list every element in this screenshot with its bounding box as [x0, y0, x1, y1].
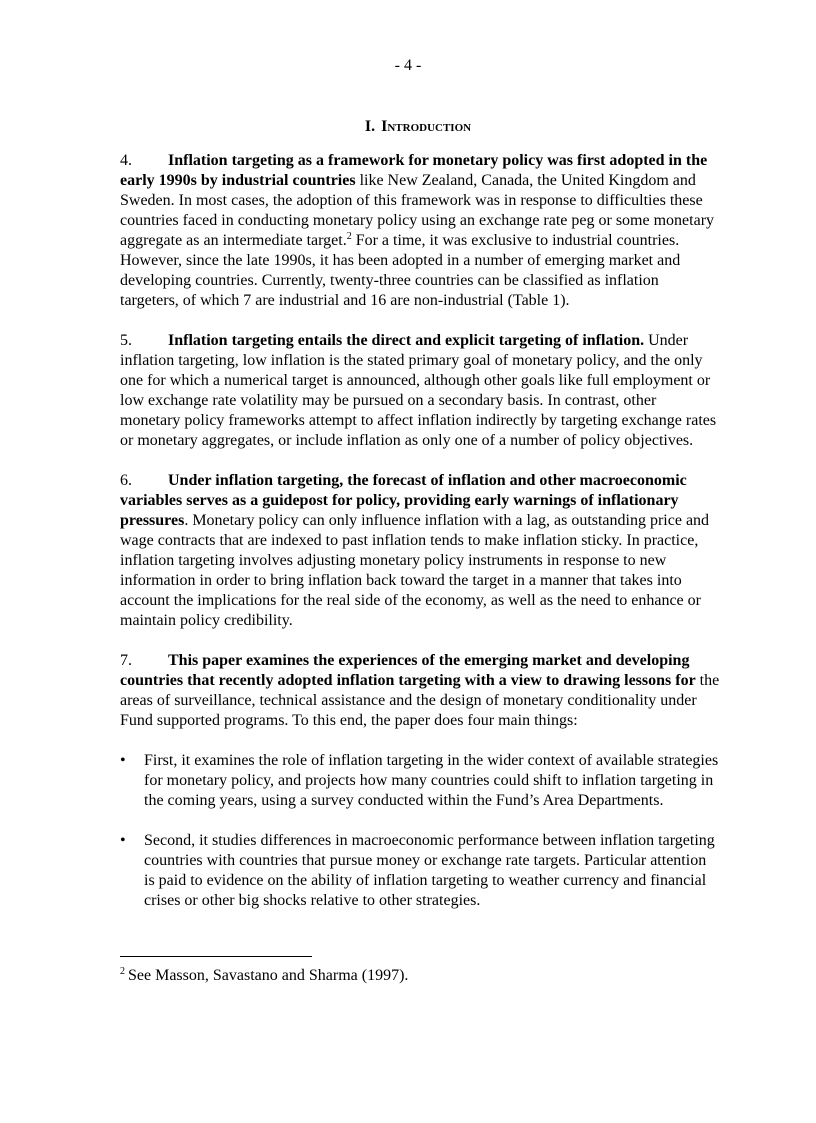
page-number: - 4 - [394, 57, 422, 74]
paragraph-text: Under inflation targeting, low inflation is the stated primary goal of monetary policy, and the only one for which a numerical target is announced, although other goals like full employment or low exchange rate volatility may be pursued on a secondary basis. In contrast, other monetary policy frameworks attempt to affect inflation indirectly by targeting exchange rates or monetary aggregates, or include inflation as only one of a number of policy objectives. [120, 332, 717, 449]
paragraph-number: 7. [120, 652, 132, 669]
paragraph-lead: Inflation targeting entails the direct and explicit targeting of inflation. [168, 332, 645, 349]
paragraph-text: . Monetary policy can only influence inflation with a lag, as outstanding price and wage contracts that are indexed to past inflation tends to make inflation sticky. In practice, inflation targeting involves adjusting monetary policy instruments in response to new information in order to bring inflation back toward the target in a manner that takes into account the implications for the real side of the economy, as well as the need to enhance or maintain policy credibility. [120, 512, 710, 629]
bullet-icon: • [120, 832, 126, 849]
footnote [120, 966, 720, 986]
paragraph-text: the areas of surveillance, technical assistance and the design of monetary conditionality under Fund supported programs. To this end, the paper does four main things: [120, 672, 720, 729]
paragraph-number: 4. [120, 152, 132, 169]
paragraph-lead: Inflation targeting as a framework for monetary policy was first adopted in the early 1990s by industrial countries [120, 152, 708, 189]
bullet-item [120, 751, 720, 811]
paragraph-7 [120, 651, 720, 731]
bullet-text: First, it examines the role of inflation targeting in the wider context of available strategies for monetary policy, and projects how many countries could shift to inflation targeting in the coming years, using a survey conducted within the Fund’s Area Departments. [144, 752, 719, 809]
paragraph-number: 5. [120, 332, 132, 349]
body-text [120, 151, 720, 931]
paragraph-lead: Under inflation targeting, the forecast of inflation and other macroeconomic variables serves as a guidepost for policy, providing early warnings of inflationary pressures [120, 472, 687, 529]
footnote-text: See Masson, Savastano and Sharma (1997). [128, 967, 409, 984]
section-title: Introduction [381, 118, 472, 135]
bullet-item [120, 831, 720, 911]
bullet-text: Second, it studies differences in macroeconomic performance between inflation targeting countries with countries that pursue money or exchange rate targets. Particular attention is paid to evidence on the ability of inflation targeting to weather currency and financial crises or other big shocks relative to other strategies. [144, 832, 715, 909]
paragraph-text: like New Zealand, Canada, the United Kingdom and Sweden. In most cases, the adoption of this framework was in response to difficulties these countries faced in conducting monetary policy using an exchange rate peg or some monetary aggregate as an intermediate target. [120, 172, 715, 249]
paragraph-4 [120, 151, 720, 311]
paragraph-6 [120, 471, 720, 631]
section-heading [0, 117, 816, 137]
footnote-reference[interactable]: 2 [346, 231, 352, 242]
paragraph-text-continued: For a time, it was exclusive to industrial countries. However, since the late 1990s, it has been adopted in a number of emerging market and developing countries. Currently, twenty-three countries can be classified as inflation targeters, of which 7 are industrial and 16 are non-industrial (Table 1). [120, 232, 681, 309]
paragraph-lead: This paper examines the experiences of the emerging market and developing countries that recently adopted inflation targeting with a view to drawing lessons for [120, 652, 696, 689]
bullet-icon: • [120, 752, 126, 769]
section-number: I. [364, 118, 376, 135]
paragraph-number: 6. [120, 472, 132, 489]
footnote-divider [120, 956, 312, 957]
footnote-marker: 2 [120, 966, 125, 977]
paragraph-5 [120, 331, 720, 451]
